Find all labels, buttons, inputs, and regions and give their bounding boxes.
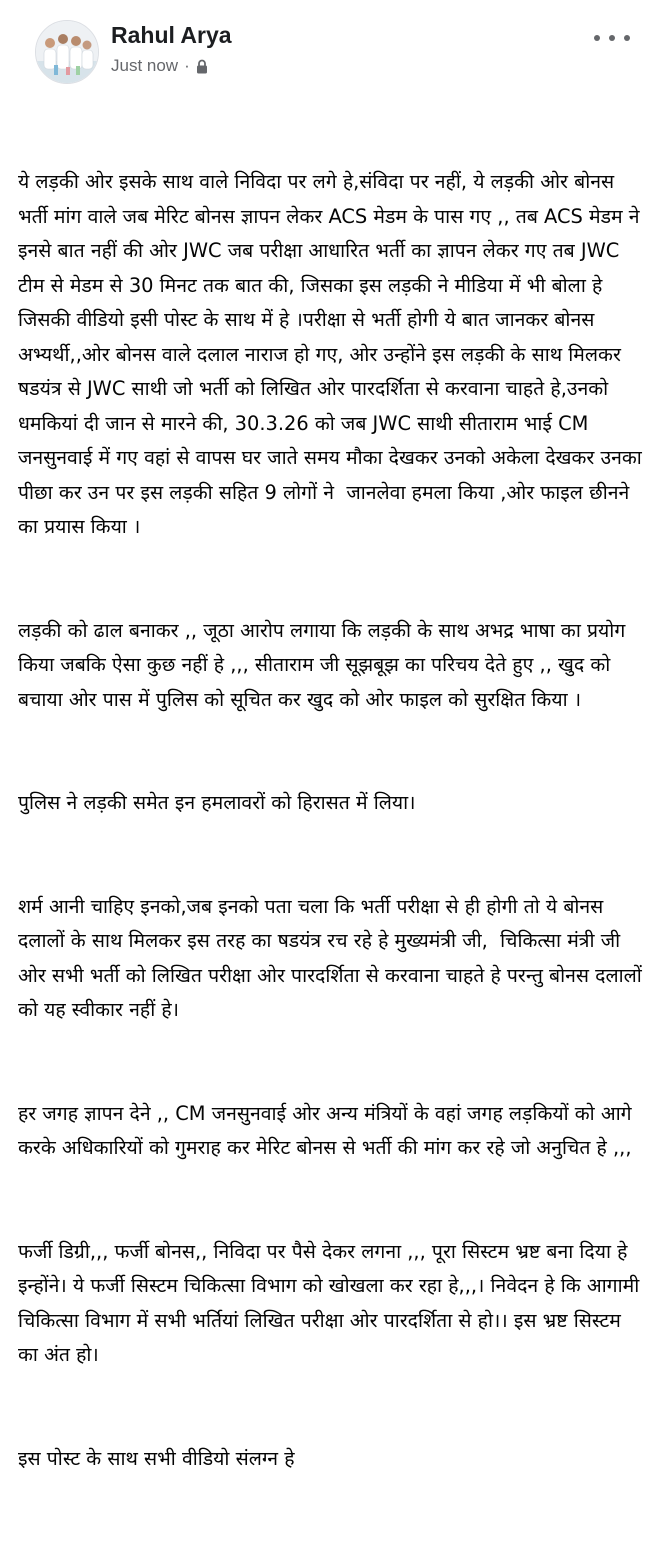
more-options-button[interactable]: [594, 28, 630, 48]
meta-separator: ·: [184, 56, 190, 75]
avatar[interactable]: [35, 20, 99, 84]
post-header: [18, 0, 646, 96]
more-horizontal-icon-dot: [609, 35, 615, 41]
post-meta: [111, 56, 208, 76]
profile-photo-icon: [36, 21, 98, 83]
post-paragraph: ये लड़की ओर इसके साथ वाले निविदा पर लगे हे,संविदा पर नहीं, ये लड़की ओर बोनस भर्ती मांग वाले जब मेरिट बोनस ज्ञापन लेकर ACS मेडम के पास गए ,, तब ACS मेडम ने इनसे बात नहीं की ओर JWC जब परीक्षा आधारित भर्ती का ज्ञापन लेकर गए तब JWC टीम से मेडम से 30 मिनट तक बात की, जिसका इस लड़की ने मीडिया में भी बोला हे जिसकी वीडियो इसी पोस्ट के साथ में हे ।परीक्षा से भर्ती होगी ये बात जानकर बोनस अभ्यर्थी,,ओर बोनस वाले दलाल नाराज हो गए, ओर उन्होंने इस लड़की के साथ मिलकर षडयंत्र से JWC साथी जो भर्ती को लिखित ओर पारदर्शिता से करवाना चाहते हे,उनको धमकियां दी जान से मारने की, 30.3.26 को जब JWC साथी सीताराम भाई CM जनसुनवाई में गए वहां से वापस घर जाते समय मौका देखकर उनको अकेला देखकर उनका पीछा कर उन पर इस लड़की सहित 9 लोगों ने जानलेवा हमला किया ,ओर फाइल छीनने का प्रयास किया ।: [18, 170, 648, 538]
post-paragraph: फर्जी डिग्री,,, फर्जी बोनस,, निविदा पर पैसे देकर लगना ,,, पूरा सिस्टम भ्रष्ट बना दिया हे इन्होंने। ये फर्जी सिस्टम चिकित्सा विभाग को खोखला कर रहा हे,,,। निवेदन हे कि आगामी चिकित्सा विभाग में सभी भर्तियां लिखित परीक्षा ओर पारदर्शिता से हो।। इस भ्रष्ट सिस्टम का अंत हो।: [18, 1239, 646, 1366]
timestamp[interactable]: Just now: [111, 56, 179, 75]
more-horizontal-icon-dot: [594, 35, 600, 41]
more-horizontal-icon-dot: [624, 35, 630, 41]
post-paragraph: लड़की को ढाल बनाकर ,, जूठा आरोप लगाया कि लड़की के साथ अभद्र भाषा का प्रयोग किया जबकि ऐसा कुछ नहीं हे ,,, सीताराम जी सूझबूझ का परिचय देते हुए ,, खुद को बचाया ओर पास में पुलिस को सूचित कर खुद को ओर फाइल को सुरक्षित किया ।: [18, 618, 632, 711]
lock-icon[interactable]: [196, 59, 208, 74]
post-paragraph: हर जगह ज्ञापन देने ,, CM जनसुनवाई ओर अन्य मंत्रियों के वहां जगह लड़कियों को आगे करके अधिकारियों को गुमराह कर मेरिट बोनस से भर्ती की मांग कर रहे जो अनुचित हे ,,,: [18, 1101, 638, 1159]
post-body: [18, 96, 646, 1545]
post-paragraph: शर्म आनी चाहिए इनको,जब इनको पता चला कि भर्ती परीक्षा से ही होगी तो ये बोनस दलालों के साथ मिलकर इस तरह का षडयंत्र रच रहे हे मुख्यमंत्री जी, चिकित्सा मंत्री जी ओर सभी भर्ती को लिखित परीक्षा ओर पारदर्शिता से करवाना चाहते हे परन्तु बोनस दलालों को यह स्वीकार नहीं हे।: [18, 894, 648, 1021]
post-paragraph: पुलिस ने लड़की समेत इन हमलावरों को हिरासत में लिया।: [18, 791, 416, 814]
post-paragraph: इस पोस्ट के साथ सभी वीडियो संलग्न हे: [18, 1446, 295, 1470]
author-name[interactable]: Rahul Arya: [111, 22, 232, 48]
